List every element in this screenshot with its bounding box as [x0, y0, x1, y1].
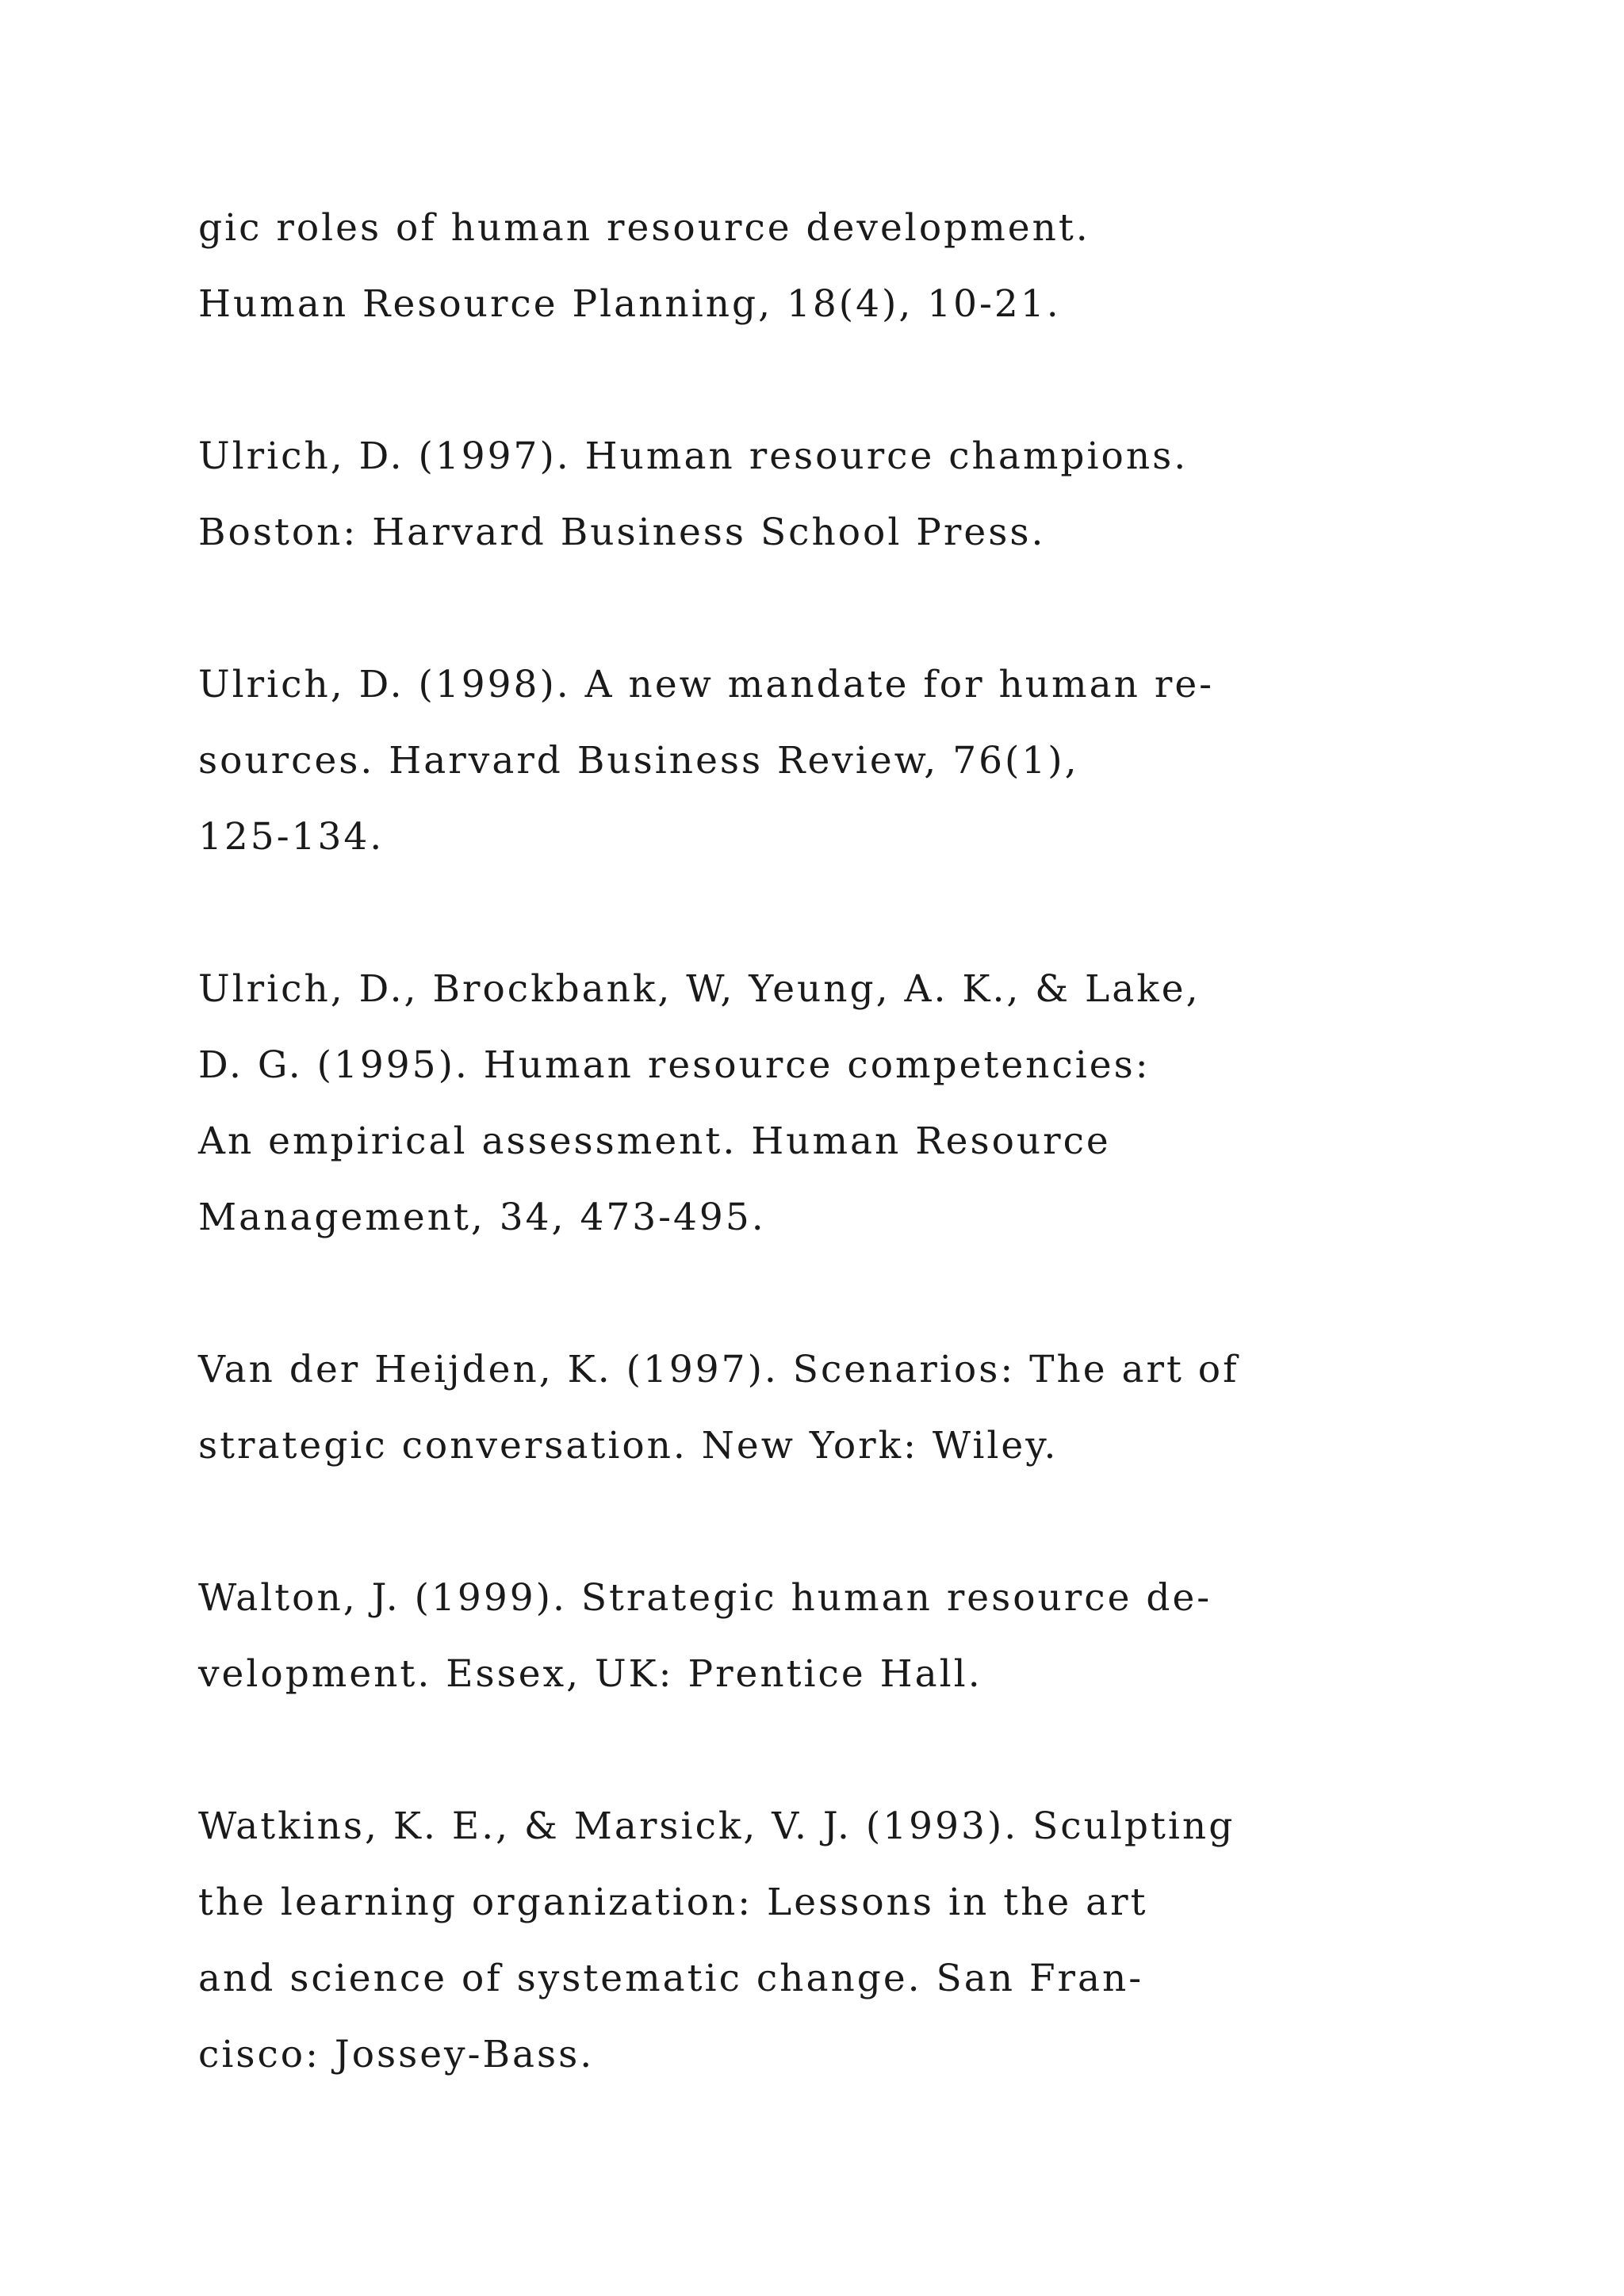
reference-line: velopment. Essex, UK: Prentice Hall. — [198, 1652, 982, 1696]
reference-line: An empirical assessment. Human Resource — [198, 1119, 1111, 1163]
reference-entry — [198, 951, 1546, 1256]
reference-entry — [198, 419, 1546, 571]
reference-list — [198, 190, 1546, 2169]
reference-line: sources. Harvard Business Review, 76(1), — [198, 739, 1079, 783]
reference-line: Walton, J. (1999). Strategic human resource de- — [198, 1576, 1212, 1620]
reference-line: Human Resource Planning, 18(4), 10-21. — [198, 282, 1061, 326]
reference-line: Boston: Harvard Business School Press. — [198, 511, 1046, 554]
reference-entry — [198, 647, 1546, 875]
reference-line: the learning organization: Lessons in the art — [198, 1881, 1148, 1924]
reference-line: and science of systematic change. San Fran- — [198, 1957, 1144, 2000]
reference-line: Management, 34, 473-495. — [198, 1196, 766, 1239]
reference-line: Van der Heijden, K. (1997). Scenarios: The art of — [198, 1348, 1239, 1391]
reference-line: 125-134. — [198, 815, 385, 859]
reference-line: gic roles of human resource development. — [198, 206, 1090, 250]
reference-entry — [198, 1560, 1546, 1712]
reference-entry — [198, 190, 1546, 342]
reference-line: strategic conversation. New York: Wiley. — [198, 1424, 1059, 1468]
reference-line: Ulrich, D., Brockbank, W, Yeung, A. K., & Lake, — [198, 967, 1201, 1011]
reference-entry — [198, 1332, 1546, 1484]
reference-line: cisco: Jossey-Bass. — [198, 2033, 595, 2076]
reference-line: D. G. (1995). Human resource competencies: — [198, 1043, 1151, 1087]
reference-line: Ulrich, D. (1997). Human resource champions. — [198, 434, 1189, 478]
reference-entry — [198, 1789, 1546, 2093]
reference-line: Ulrich, D. (1998). A new mandate for human re- — [198, 663, 1215, 706]
reference-line: Watkins, K. E., & Marsick, V. J. (1993). Sculpting — [198, 1804, 1235, 1848]
